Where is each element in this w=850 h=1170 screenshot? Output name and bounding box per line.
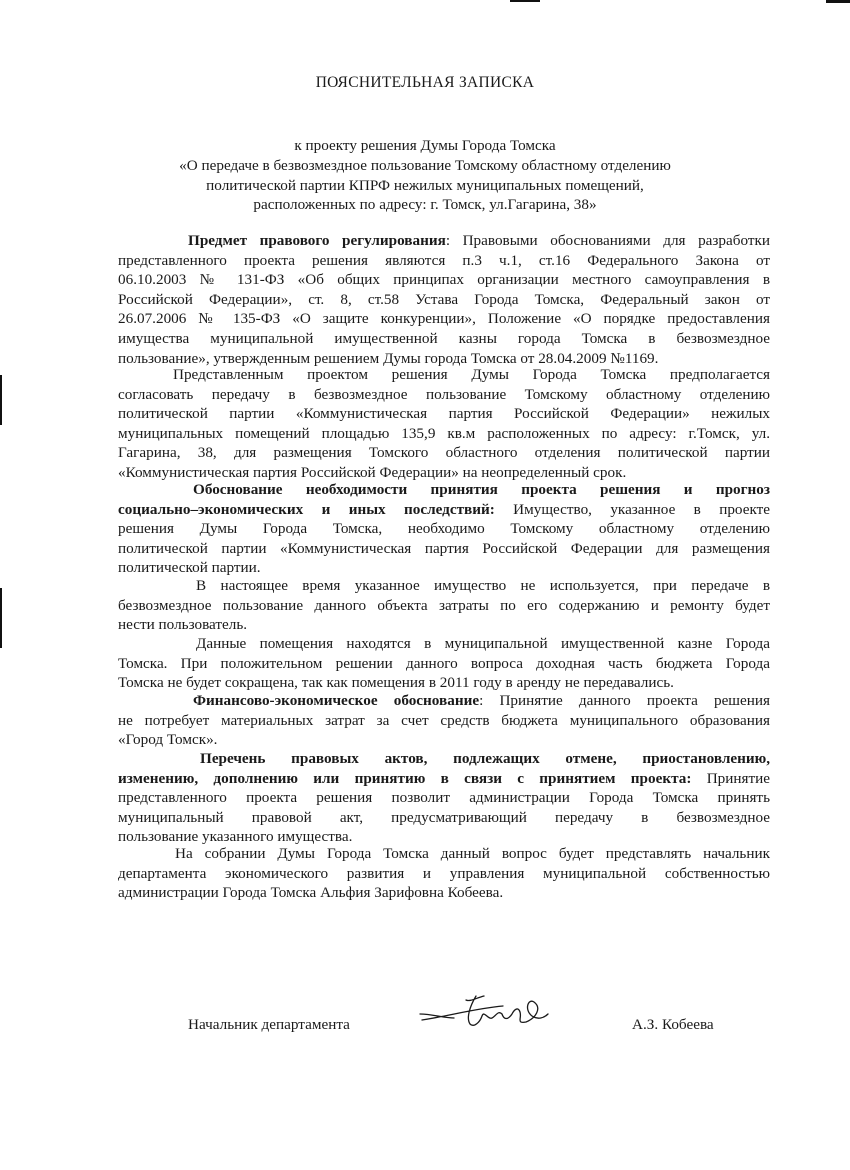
p2-line: Гагарина, 38, для размещения Томского областного отделения политической партии [118,444,770,462]
p7-second-line [118,769,770,789]
p6-lead: Финансово-экономическое обоснование [193,692,480,709]
subtitle-line-3: политической партии КПРФ нежилых муниципальных помещений, [206,177,644,194]
p4-line: нести пользователь. [118,616,248,634]
p7-lead-2: изменению, дополнению или принятию в связи с принятием проекта: [118,769,692,787]
p2-line: политической партии «Коммунистическая партия Российской Федерации» нежилых [118,405,770,423]
p1-line: представленного проекта решения являются п.3 ч.1, ст.16 Федерального Закона от [118,251,770,269]
p3-line: политической партии «Коммунистическая партия Российской Федерации для размещения [118,539,770,557]
p7-line: муниципальный правовой акт, предусматривающий передачу в безвозмездное [118,808,770,826]
subtitle-line-4: расположенных по адресу: г. Томск, ул.Гагарина, 38» [253,196,597,213]
p8-line: На собрании Думы Города Томска данный вопрос будет представлять начальник [175,845,770,862]
scan-mark-corner [826,0,850,3]
p5-line: Томска. При положительном решении данного вопроса доходная часть бюджета Города [118,654,770,672]
p4-line: В настоящее время указанное имущество не используется, при передаче в [196,577,770,594]
p3-second-line [118,500,770,520]
p6-first-line [118,691,770,711]
paragraph-current-use [118,576,770,635]
document-title: ПОЯСНИТЕЛЬНАЯ ЗАПИСКА [315,74,535,91]
paragraph-presenter [118,844,770,903]
p6-line: не потребует материальных затрат за счет средств бюджета муниципального образования [118,711,770,729]
p1-first-line [118,231,770,251]
p7-lead-1: Перечень правовых актов, подлежащих отмене, приостановлению, [200,750,770,767]
handwritten-signature [418,988,558,1038]
scan-mark-top [510,0,540,2]
p1-line: 26.07.2006 № 135-ФЗ «О защите конкуренции», Положение «О порядке предоставления [118,310,770,328]
p2-line: согласовать передачу в безвозмездное пользование Томскому областному отделению [118,385,770,403]
p1-line: имущества муниципальной имущественной казны города Томска в безвозмездное [118,329,770,347]
p3-line: решения Думы Города Томска, необходимо Томскому областному отделению [118,520,770,538]
p1-line: Российской Федерации», ст. 8, ст.58 Устава Города Томска, Федеральный закон от [118,290,770,308]
subtitle-line-2: «О передаче в безвозмездное пользование Томскому областному отделению [179,157,671,174]
paragraph-financial [118,691,770,750]
p7-lead-tail: Принятие [691,769,771,787]
p8-line: департамента экономического развития и управления муниципальной собственностью [118,864,770,882]
paragraph-budget [118,634,770,693]
p3-lead-2: социально–экономических и иных последствий: [118,500,495,518]
p3-first-line [118,480,770,500]
signature-position: Начальник департамента [188,1016,350,1033]
p5-line: Томска не будет сокращена, так как помещения в 2011 году в аренду не передавались. [118,674,674,692]
p1-line: пользование», утвержденным решением Думы города Томска от 28.04.2009 №1169. [118,349,659,367]
p7-line: пользование указанного имущества. [118,828,353,846]
p2-line: «Коммунистическая партия Российской Федерации» на неопределенный срок. [118,463,627,481]
p1-line: 06.10.2003 № 131-ФЗ «Об общих принципах организации местного самоуправления в [118,271,770,289]
p3-lead-tail: Имущество, указанное в проекте [494,500,770,518]
scan-mark-left-1 [0,375,2,425]
p6-line: «Город Томск». [118,731,218,749]
signature-name: А.З. Кобеева [632,1016,714,1033]
paragraph-project-description [118,365,770,483]
p8-line: администрации Города Томска Альфия Зарифовна Кобеева. [118,884,504,902]
paragraph-legal-regulation [118,231,770,368]
p4-line: безвозмездное пользование данного объекта затраты по его содержанию и ремонту будет [118,596,770,614]
subtitle-line-1: к проекту решения Думы Города Томска [294,137,556,154]
p3-lead-1: Обоснование необходимости принятия проекта решения и прогноз [193,481,770,498]
p1-lead: Предмет правового регулирования [188,232,446,249]
p5-line: Данные помещения находятся в муниципальной имущественной казне Города [196,635,770,652]
p3-line: политической партии. [118,559,261,577]
scan-mark-left-2 [0,588,2,648]
p7-first-line [118,749,770,769]
paragraph-justification [118,480,770,578]
p2-line: Представленным проектом решения Думы Города Томска предполагается [173,366,770,383]
p6-lead-tail: : Принятие данного проекта решения [479,692,770,709]
p7-line: представленного проекта решения позволит администрации Города Томска принять [118,789,770,807]
p1-lead-tail: : Правовыми обоснованиями для разработки [445,232,771,249]
p2-line: муниципальных помещений площадью 135,9 кв.м расположенных по адресу: г.Томск, ул. [118,424,770,442]
paragraph-legal-acts [118,749,770,847]
